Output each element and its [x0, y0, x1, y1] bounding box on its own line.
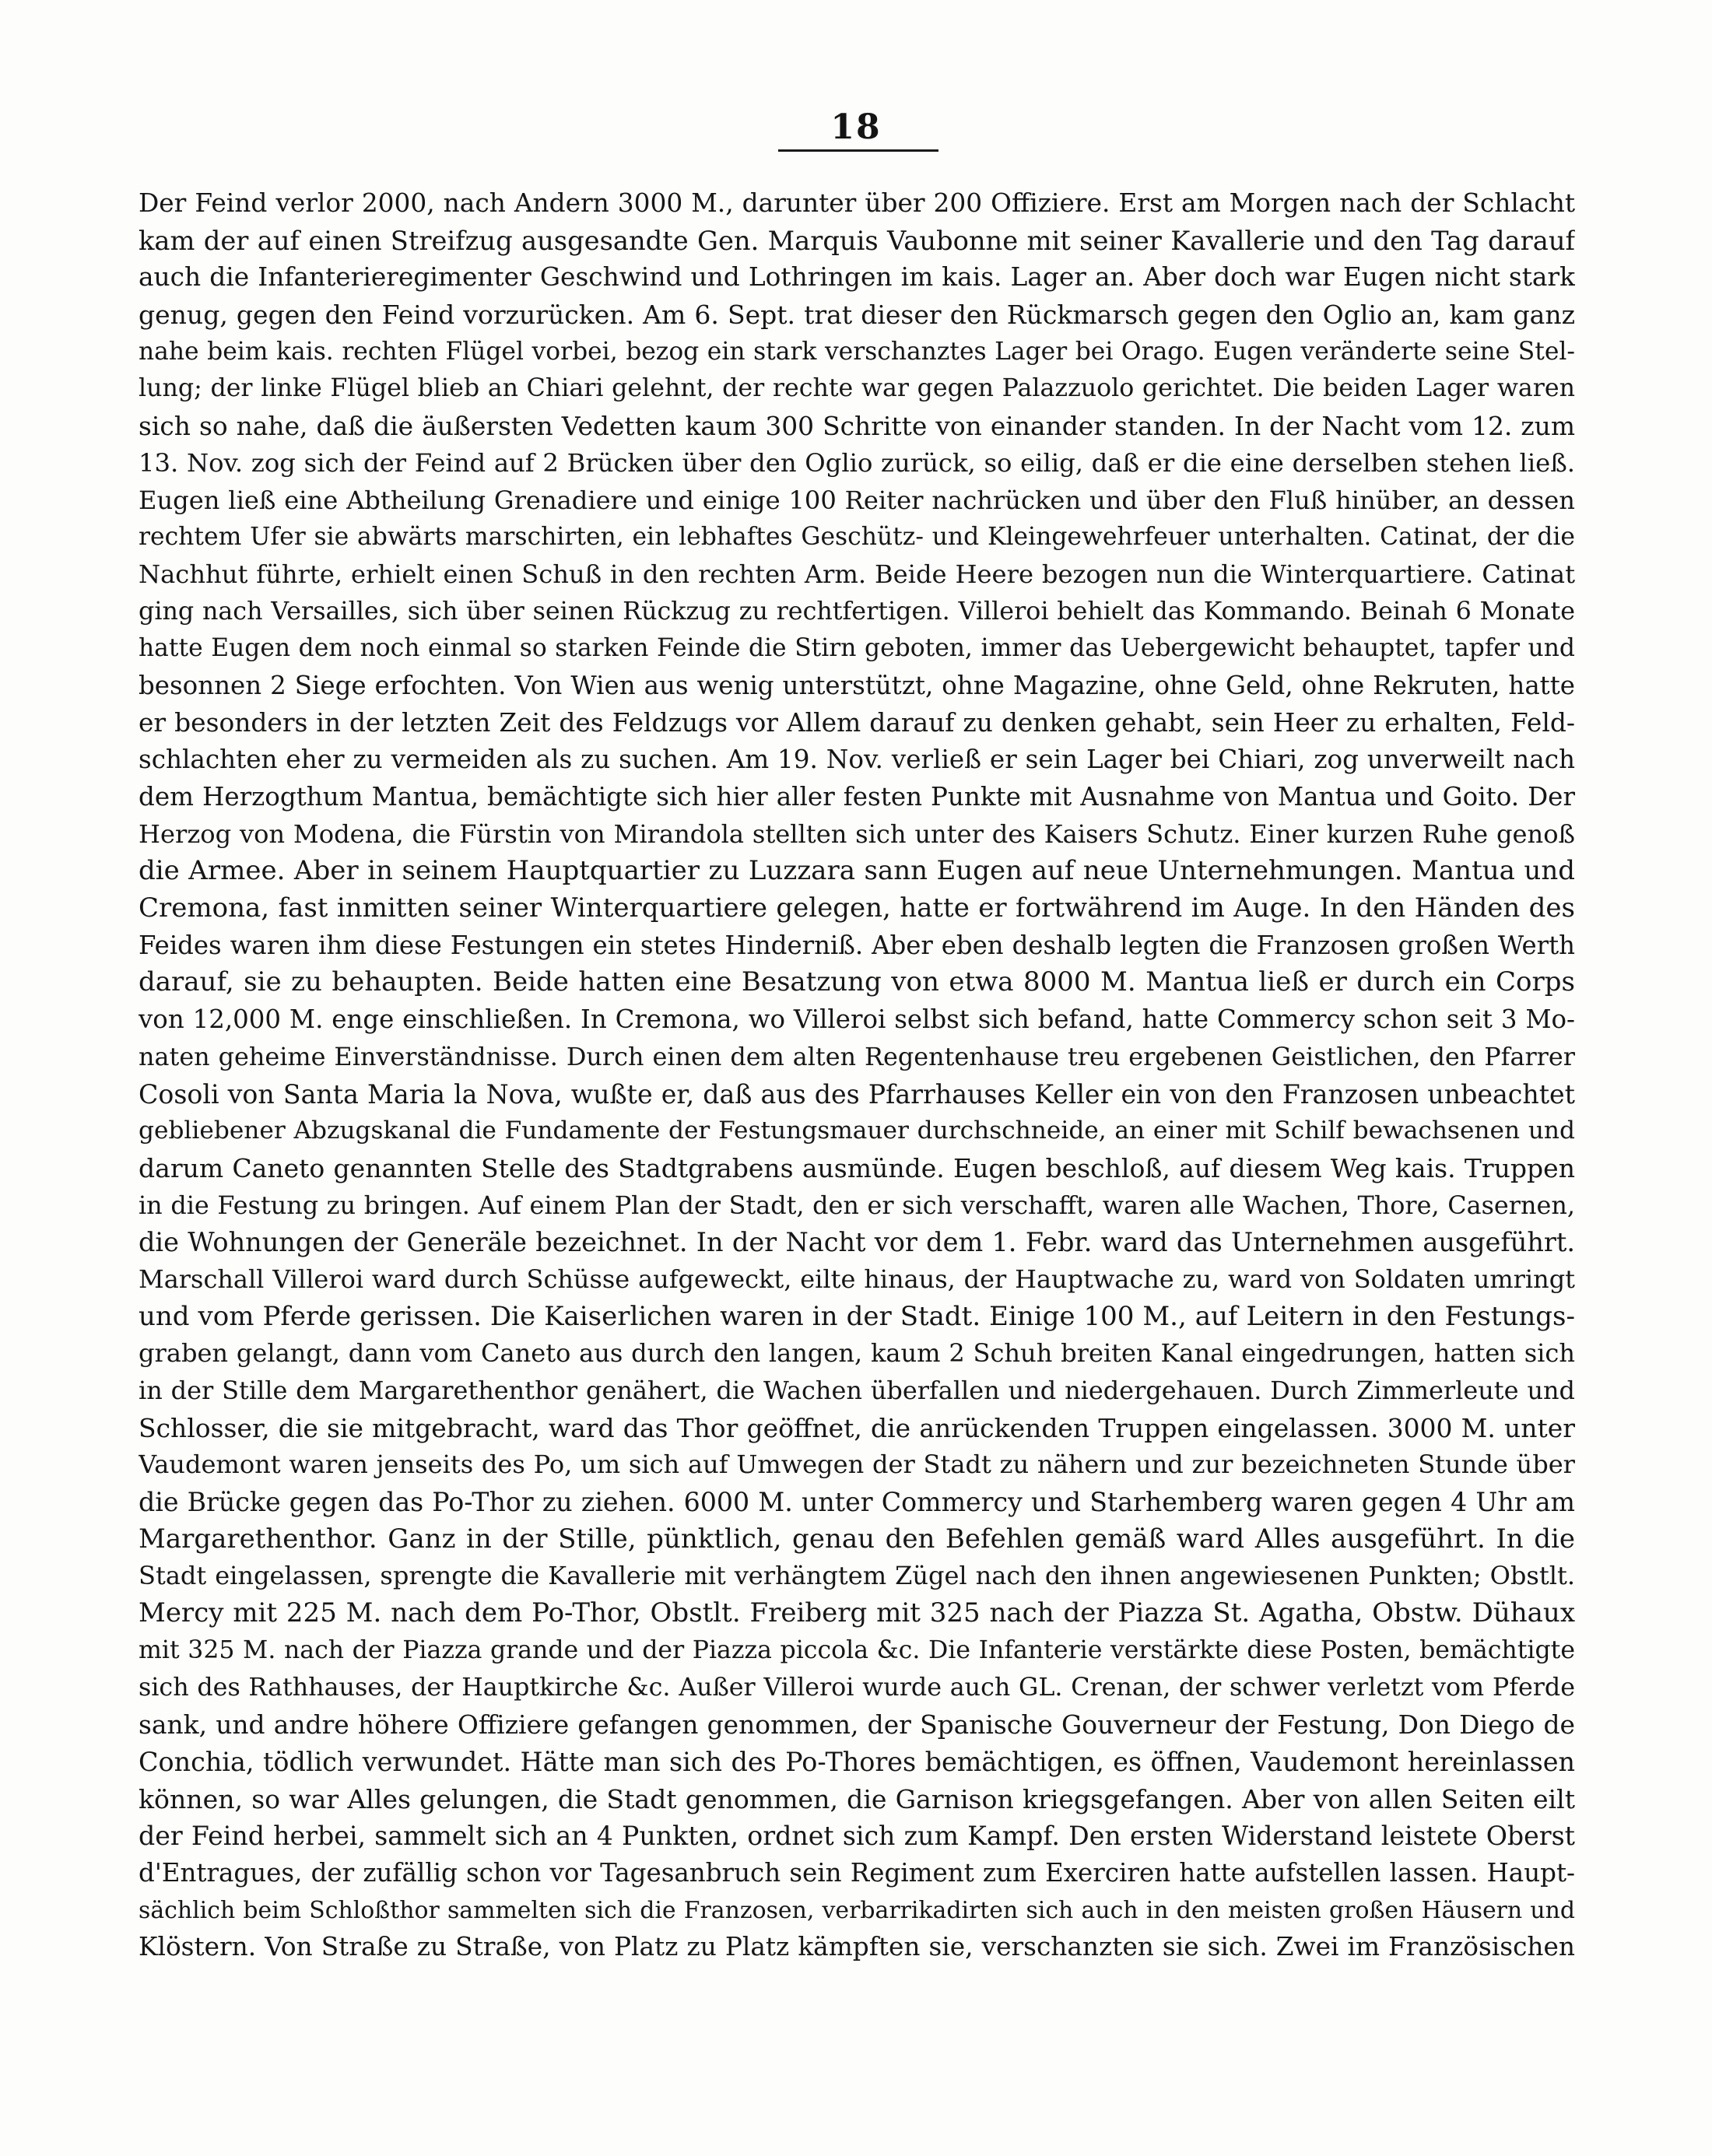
text-line-33: in der Stille dem Margarethenthor genähert, die Wachen überfallen und niedergehauen. Durch Zimmerleute und: [139, 1376, 1575, 1405]
text-line-10: rechtem Ufer sie abwärts marschirten, ein lebhaftes Geschütz- und Kleingewehrfeuer unterhalten. Catinat, der die: [139, 523, 1575, 552]
text-line-35: Vaudemont waren jenseits des Po, um sich auf Umwegen der Stadt zu nähern und zur bezeichneten Stunde über: [139, 1450, 1575, 1480]
text-line-8: 13. Nov. zog sich der Feind auf 2 Brücken über den Oglio zurück, so eilig, daß er die eine derselben stehen ließ.: [139, 447, 1575, 478]
text-line-48: Klöstern. Von Straße zu Straße, von Platz zu Platz kämpften sie, verschanzten sie sich. Zwei im Französischen: [139, 1932, 1575, 1962]
text-line-27: darum Caneto genannten Stelle des Stadtgrabens ausmünde. Eugen beschloß, auf diesem Weg kais. Truppen: [139, 1152, 1575, 1183]
page-number: 18: [830, 107, 882, 147]
text-line-1: Der Feind verlor 2000, nach Andern 3000 M., darunter über 200 Offiziere. Erst am Morgen nach der Schlacht: [139, 188, 1575, 218]
text-line-36: die Brücke gegen das Po-Thor zu ziehen. 6000 M. unter Commercy und Starhemberg waren gegen 4 Uhr am: [139, 1487, 1575, 1518]
text-line-17: dem Herzogthum Mantua, bemächtigte sich hier aller festen Punkte mit Ausnahme von Mantua und Goito. Der: [139, 782, 1575, 812]
text-line-32: graben gelangt, dann vom Caneto aus durch den langen, kaum 2 Schuh breiten Kanal eingedrungen, hatten sich: [139, 1338, 1575, 1369]
text-line-15: er besonders in der letzten Zeit des Feldzugs vor Allem darauf zu denken gehabt, sein Heer zu erhalten, Feld-: [139, 707, 1575, 738]
text-line-34: Schlosser, die sie mitgebracht, ward das Thor geöffnet, die anrückenden Truppen eingelassen. 3000 M. unter: [139, 1412, 1575, 1443]
text-line-4: genug, gegen den Feind vorzurücken. Am 6. Sept. trat dieser den Rückmarsch gegen den Oglio an, kam ganz: [139, 300, 1575, 331]
text-line-23: von 12,000 M. enge einschließen. In Cremona, wo Villeroi selbst sich befand, hatte Commercy schon seit 3 Mo-: [139, 1004, 1575, 1035]
text-line-7: sich so nahe, daß die äußersten Vedetten kaum 300 Schritte von einander standen. In der Nacht vom 12. zum: [139, 411, 1575, 442]
text-line-45: der Feind herbei, sammelt sich an 4 Punkten, ordnet sich zum Kampf. Den ersten Widerstand leistete Oberst: [139, 1821, 1575, 1852]
text-line-42: sank, und andre höhere Offiziere gefangen genommen, der Spanische Gouverneur der Festung, Don Diego de: [139, 1709, 1575, 1741]
text-line-43: Conchia, tödlich verwundet. Hätte man sich des Po-Thores bemächtigen, es öffnen, Vaudemont hereinlassen: [139, 1746, 1575, 1777]
text-line-24: naten geheime Einverständnisse. Durch einen dem alten Regentenhause treu ergebenen Geistlichen, den Pfarrer: [139, 1041, 1575, 1071]
text-line-44: können, so war Alles gelungen, die Stadt genommen, die Garnison kriegsgefangen. Aber von allen Seiten eilt: [139, 1783, 1575, 1814]
text-line-20: Cremona, fast inmitten seiner Winterquartiere gelegen, hatte er fortwährend im Auge. In den Händen des: [139, 892, 1575, 924]
text-line-6: lung; der linke Flügel blieb an Chiari gelehnt, der rechte war gegen Palazzuolo gerichtet. Die beiden Lager waren: [139, 374, 1575, 403]
text-line-30: Marschall Villeroi ward durch Schüsse aufgeweckt, eilte hinaus, der Hauptwache zu, ward von Soldaten umringt: [139, 1264, 1575, 1294]
text-line-11: Nachhut führte, erhielt einen Schuß in den rechten Arm. Beide Heere bezogen nun die Winterquartiere. Catinat: [139, 559, 1575, 589]
text-line-26: gebliebener Abzugskanal die Fundamente der Festungsmauer durchschneide, an einer mit Schilf bewachsenen und: [139, 1117, 1575, 1145]
text-line-18: Herzog von Modena, die Fürstin von Mirandola stellten sich unter des Kaisers Schutz. Einer kurzen Ruhe genoß: [139, 819, 1575, 849]
text-line-5: nahe beim kais. rechten Flügel vorbei, bezog ein stark verschanztes Lager bei Orago. Eugen veränderte seine Stel-: [139, 337, 1575, 366]
text-line-25: Cosoli von Santa Maria la Nova, wußte er, daß aus des Pfarrhauses Keller ein von den Franzosen unbeachtet: [139, 1078, 1575, 1110]
text-line-16: schlachten eher zu vermeiden als zu suchen. Am 19. Nov. verließ er sein Lager bei Chiari, zog unverweilt nach: [139, 745, 1575, 775]
text-line-40: mit 325 M. nach der Piazza grande und der Piazza piccola &c. Die Infanterie verstärkte diese Posten, bemächtigte: [139, 1635, 1575, 1664]
text-line-13: hatte Eugen dem noch einmal so starken Feinde die Stirn geboten, immer das Uebergewicht behauptet, tapfer und: [139, 634, 1575, 663]
text-line-28: in die Festung zu bringen. Auf einem Plan der Stadt, den er sich verschafft, waren alle Wachen, Thore, Casernen,: [139, 1190, 1575, 1220]
text-line-39: Mercy mit 225 M. nach dem Po-Thor, Obstlt. Freiberg mit 325 nach der Piazza St. Agatha, Obstw. Dühaux: [139, 1597, 1575, 1629]
page-number-rule: [778, 149, 938, 152]
text-line-37: Margarethenthor. Ganz in der Stille, pünktlich, genau den Befehlen gemäß ward Alles ausgeführt. In die: [139, 1523, 1575, 1555]
text-line-22: darauf, sie zu behaupten. Beide hatten eine Besatzung von etwa 8000 M. Mantua ließ er durch ein Corps: [139, 966, 1575, 998]
body-text: [139, 185, 1575, 2021]
text-line-21: Feides waren ihm diese Festungen ein stetes Hinderniß. Aber eben deshalb legten die Franzosen großen Werth: [139, 930, 1575, 960]
text-line-31: und vom Pferde gerissen. Die Kaiserlichen waren in der Stadt. Einige 100 M., auf Leitern in den Festungs-: [139, 1300, 1575, 1332]
text-line-14: besonnen 2 Siege erfochten. Von Wien aus wenig unterstützt, ohne Magazine, ohne Geld, ohne Rekruten, hatte: [139, 670, 1575, 700]
text-line-41: sich des Rathhauses, der Hauptkirche &c. Außer Villeroi wurde auch GL. Crenan, der schwer verletzt vom Pferde: [139, 1673, 1575, 1702]
text-line-3: auch die Infanterieregimenter Geschwind und Lothringen im kais. Lager an. Aber doch war Eugen nicht stark: [139, 262, 1575, 293]
text-line-2: kam der auf einen Streifzug ausgesandte Gen. Marquis Vaubonne mit seiner Kavallerie und den Tag darauf: [139, 225, 1575, 256]
text-line-46: d'Entragues, der zufällig schon vor Tagesanbruch sein Regiment zum Exerciren hatte aufstellen lassen. Haupt-: [139, 1857, 1575, 1888]
text-line-49: [139, 1966, 1575, 2004]
text-line-47: sächlich beim Schloßthor sammelten sich die Franzosen, verbarrikadirten sich auch in den meisten großen Häusern und: [139, 1896, 1575, 1924]
text-line-29: die Wohnungen der Generäle bezeichnet. In der Nacht vor dem 1. Febr. ward das Unternehmen ausgeführt.: [139, 1227, 1575, 1258]
text-line-38: Stadt eingelassen, sprengte die Kavallerie mit verhängtem Zügel nach den ihnen angewiesenen Punkten; Obstlt.: [139, 1561, 1575, 1591]
text-line-12: ging nach Versailles, sich über seinen Rückzug zu rechtfertigen. Villeroi behielt das Kommando. Beinah 6 Monate: [139, 597, 1575, 626]
text-line-19: die Armee. Aber in seinem Hauptquartier zu Luzzara sann Eugen auf neue Unternehmungen. Mantua und: [139, 855, 1575, 887]
text-line-9: Eugen ließ eine Abtheilung Grenadiere und einige 100 Reiter nachrücken und über den Fluß hinüber, an dessen: [139, 485, 1575, 515]
